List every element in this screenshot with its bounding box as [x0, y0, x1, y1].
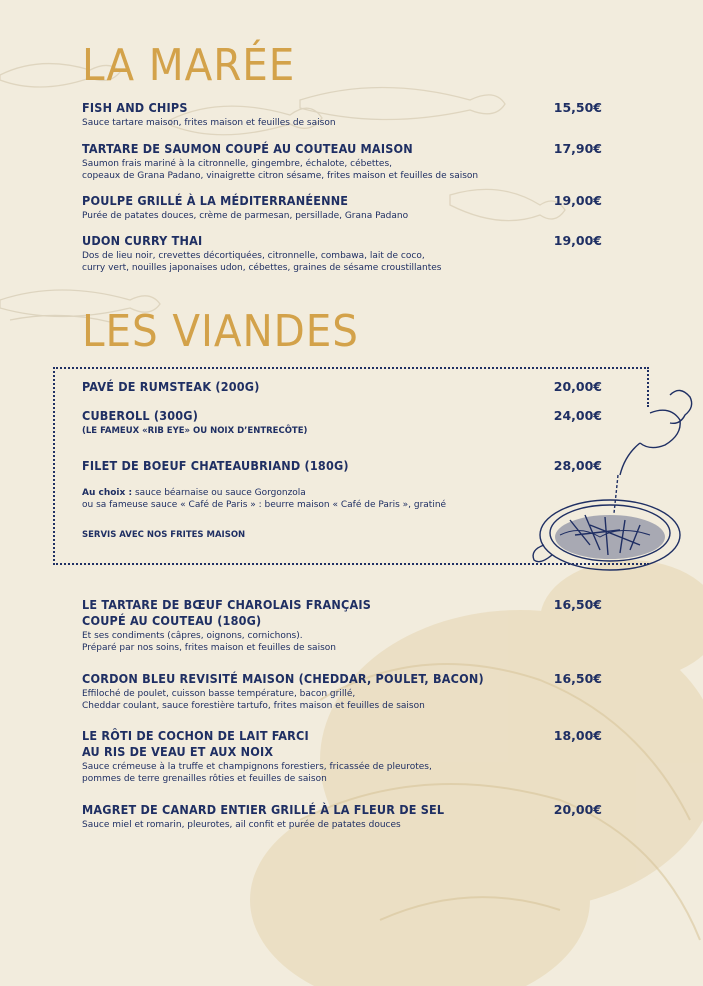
choice-label: Au choix :: [82, 488, 133, 498]
item-name: CUBEROLL (300G): [82, 408, 199, 423]
menu-item: [82, 100, 602, 130]
item-name: PAVÉ DE RUMSTEAK (200G): [82, 379, 260, 394]
menu-item: [82, 193, 602, 223]
sauce-choice: [82, 488, 502, 511]
item-price: 20,00€: [553, 802, 602, 817]
steak-frame-left-border: [53, 367, 55, 565]
menu-item: [82, 671, 602, 712]
menu-item: [82, 379, 602, 395]
section-title-maree: LA MARÉE: [82, 40, 296, 91]
menu-item: [82, 141, 602, 182]
item-name: TARTARE DE SAUMON COUPÉ AU COUTEAU MAISON: [82, 141, 413, 156]
item-price: 20,00€: [553, 379, 602, 394]
item-price: 24,00€: [553, 408, 602, 423]
item-price: 17,90€: [553, 141, 602, 156]
menu-item: [82, 233, 602, 274]
item-description: Et ses condiments (câpres, oignons, cornichons). Préparé par nos soins, frites maison et feuilles de saison: [82, 631, 336, 653]
item-name: MAGRET DE CANARD ENTIER GRILLÉ À LA FLEUR DE SEL: [82, 802, 445, 817]
item-description: Saumon frais mariné à la citronnelle, gingembre, échalote, cébettes, copeaux de Grana Padano, vinaigrette citron sésame, frites maison et feuilles de saison: [82, 159, 479, 181]
menu-item: [82, 408, 602, 437]
item-price: 18,00€: [553, 728, 602, 743]
item-price: 15,50€: [553, 100, 602, 115]
item-description: Purée de patates douces, crème de parmesan, persillade, Grana Padano: [82, 211, 409, 221]
item-description: Effiloché de poulet, cuisson basse température, bacon grillé, Cheddar coulant, sauce forestière tartufo, frites maison et feuilles de saison: [82, 689, 425, 711]
item-name: CORDON BLEU REVISITÉ MAISON (CHEDDAR, POULET, BACON): [82, 671, 484, 686]
item-name: UDON CURRY THAI: [82, 233, 203, 248]
item-price: 19,00€: [553, 193, 602, 208]
menu-item: [82, 728, 602, 785]
item-name: LE TARTARE DE BŒUF CHAROLAIS FRANÇAIS COUPÉ AU COUTEAU (180G): [82, 597, 372, 628]
item-price: 28,00€: [553, 458, 602, 473]
item-name: FILET DE BOEUF CHATEAUBRIAND (180G): [82, 458, 349, 473]
item-description: Sauce miel et romarin, pleurotes, ail confit et purée de patates douces: [82, 820, 401, 830]
choice-text: sauce béarnaise ou sauce Gorgonzola: [134, 488, 306, 498]
served-with-note: SERVIS AVEC NOS FRITES MAISON: [82, 530, 246, 540]
menu-item: [82, 802, 602, 832]
item-description: Dos de lieu noir, crevettes décortiquées, citronnelle, combawa, lait de coco, curry vert, nouilles japonaises udon, cébettes, graines de sésame croustillantes: [82, 251, 442, 273]
item-name: POULPE GRILLÉ À LA MÉDITERRANÉENNE: [82, 193, 349, 208]
item-name: FISH AND CHIPS: [82, 100, 188, 115]
menu-item: [82, 597, 602, 654]
choice-line2: ou sa fameuse sauce « Café de Paris » : beurre maison « Café de Paris », gratiné: [82, 499, 447, 510]
item-name: LE RÔTI DE COCHON DE LAIT FARCI AU RIS DE VEAU ET AUX NOIX: [82, 728, 309, 759]
pan-illustration: [530, 385, 700, 580]
item-price: 16,50€: [553, 671, 602, 686]
menu-item: [82, 458, 602, 474]
item-price: 19,00€: [553, 233, 602, 248]
item-description: Sauce tartare maison, frites maison et feuilles de saison: [82, 118, 336, 128]
section-title-viandes: LES VIANDES: [82, 306, 359, 357]
item-note: (LE FAMEUX «RIB EYE» OU NOIX D’ENTRECÔTE): [82, 426, 308, 436]
item-price: 16,50€: [553, 597, 602, 612]
item-description: Sauce crémeuse à la truffe et champignons forestiers, fricassée de pleurotes, pommes de terre grenailles rôties et feuilles de saison: [82, 762, 432, 784]
